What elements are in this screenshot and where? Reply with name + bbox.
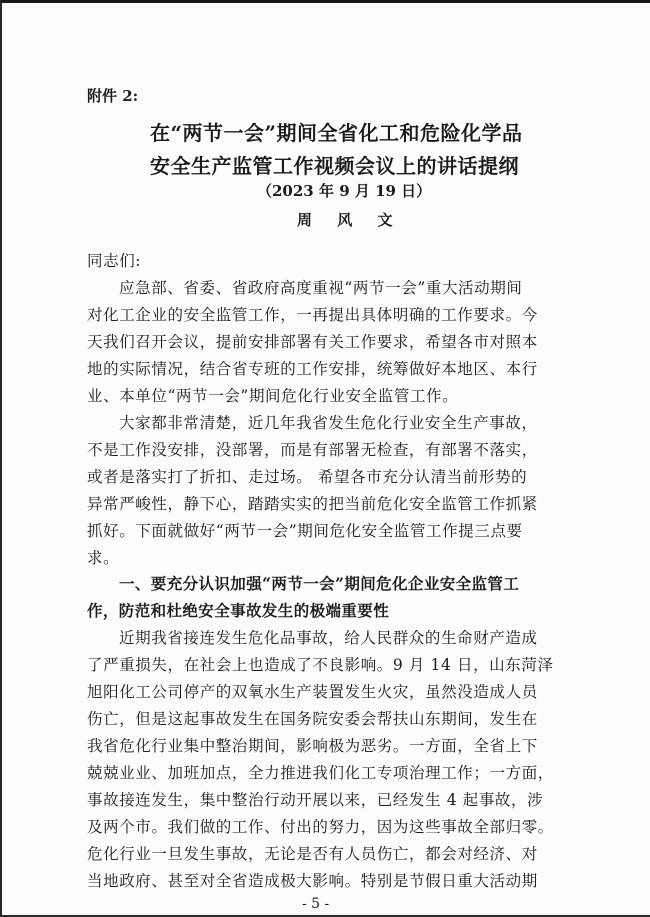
paragraph-line: 当地政府、甚至对全省造成极大影响。特别是节假日重大活动期 bbox=[87, 872, 538, 890]
paragraph-line: 应急部、省委、省政府高度重视“两节一会”重大活动期间 bbox=[119, 279, 523, 297]
section-heading: 作，防范和杜绝安全事故发生的极端重要性 bbox=[87, 601, 390, 620]
attachment-label: 附件 2: bbox=[87, 87, 139, 105]
paragraph-line: 危化行业一旦发生事故，无论是否有人员伤亡，都会对经济、对 bbox=[87, 845, 538, 863]
paragraph-line: 地的实际情况，结合省专班的工作安排，统筹做好本地区、本行 bbox=[87, 360, 538, 378]
paragraph-line: 兢兢业业、加班加点，全力推进我们化工专项治理工作；一方面， bbox=[87, 764, 554, 782]
page-number: - 5 - bbox=[302, 896, 330, 912]
paragraph-line: 业、本单位“两节一会”期间危化行业安全监管工作。 bbox=[87, 387, 459, 405]
title-line-1: 在“两节一会”期间全省化工和危险化学品 bbox=[150, 121, 523, 145]
paragraph-line: 或者是落实打了折扣、走过场。 希望各市充分认清当前形势的 bbox=[87, 468, 528, 486]
paragraph-line: 不是工作没安排，没部署，而是有部署无检查，有部署不落实， bbox=[87, 441, 538, 459]
paragraph-line: 抓好。下面就做好“两节一会”期间危化安全监管工作提三点要 bbox=[87, 522, 523, 540]
speaker-name: 周 风 文 bbox=[297, 211, 403, 229]
paragraph-line: 大家都非常清楚，近几年我省发生危化行业安全生产事故， bbox=[119, 414, 538, 432]
paragraph-line: 天我们召开会议，提前安排部署有关工作要求，希望各市对照本 bbox=[87, 333, 538, 351]
paragraph-line: 近期我省接连发生危化品事故，给人民群众的生命财产造成 bbox=[119, 629, 538, 647]
paragraph-line: 了严重损失，在社会上也造成了不良影响。9 月 14 日，山东菏泽 bbox=[87, 656, 554, 674]
greeting: 同志们: bbox=[87, 252, 142, 270]
paragraph-line: 求。 bbox=[87, 549, 120, 567]
section-heading: 一、要充分认识加强“两节一会”期间危化企业安全监管工 bbox=[119, 574, 520, 593]
paragraph-line: 异常严峻性，静下心，踏踏实实的把当前危化安全监管工作抓紧 bbox=[87, 495, 538, 513]
paragraph-line: 伤亡，但是这起事故发生在国务院安委会帮扶山东期间，发生在 bbox=[87, 710, 538, 728]
paragraph-line: 我省危化行业集中整治期间，影响极为恶劣。一方面，全省上下 bbox=[87, 737, 538, 755]
title-line-2: 安全生产监管工作视频会议上的讲话提纲 bbox=[150, 154, 519, 178]
paragraph-line: 旭阳化工公司停产的双氧水生产装置发生火灾，虽然没造成人员 bbox=[87, 683, 538, 701]
paragraph-line: 及两个市。我们做的工作、付出的努力，因为这些事故全部归零。 bbox=[87, 818, 554, 836]
speech-date: （2023 年 9 月 19 日） bbox=[257, 182, 432, 200]
paragraph-line: 对化工企业的安全监管工作，一再提出具体明确的工作要求。今 bbox=[87, 306, 538, 324]
paragraph-line: 事故接连发生，集中整治行动开展以来，已经发生 4 起事故，涉 bbox=[87, 791, 544, 809]
